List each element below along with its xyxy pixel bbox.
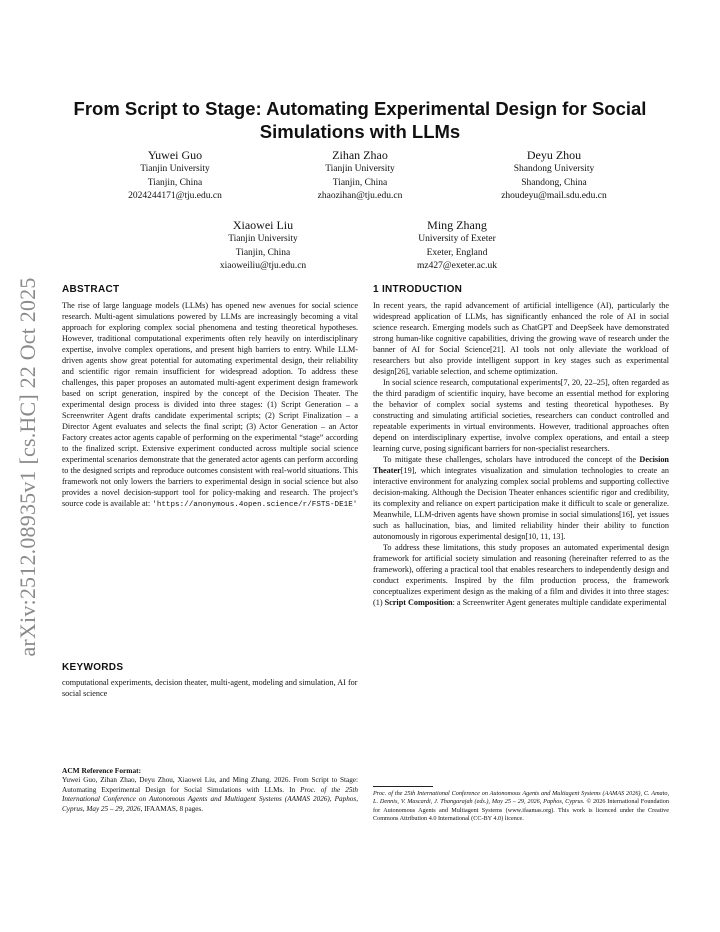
author-location: Shandong, China	[521, 177, 587, 188]
author-location: Tianjin, China	[147, 177, 203, 188]
author-location: Exeter, England	[426, 247, 488, 258]
acm-reference-heading: ACM Reference Format:	[62, 766, 142, 775]
author-location: Tianjin, China	[235, 247, 291, 258]
abstract-text: The rise of large language models (LLMs) has opened new avenues for social science research. Multi-agent simulations powered by LLMs are increasingly becoming a vital approach for exploring complex social phenomena and testing theoretical hypotheses. However, traditional computational experiments often rely heavily on interdisciplinary expertise, involve complex operations, and present high barriers to entry. While LLM-driven agents show great potential for automating experimental design, their reliability and scientific rigor remain insufficient for widespread adoption. To address these challenges, this paper proposes an automated multi-agent experiment design framework based on script generation, inspired by the concept of the Decision Theater. The experimental design process is divided into three stages: (1) Script Generation – a Screenwriter Agent drafts candidate experimental scripts; (2) Script Finalization – a Director Agent evaluates and selects the final script; (3) Actor Generation – an Actor Factory creates actor agents capable of performing on the experimental “stage” according to the finalized script. Extensive experiment conducted across multiple social science experimental scenarios demonstrate that the generated actor agents can perform according to the designed scripts and reproduce outcomes consistent with real-world situations. This framework not only lowers the barriers to experimental design in social science but also provides a novel decision-support tool for policy-making and research. The project’s source code is available at: 'https://anonymous.4open.science/r/FSTS-DE1E'	[62, 301, 358, 509]
author-email[interactable]: mz427@exeter.ac.uk	[417, 261, 497, 272]
author-affiliation: University of Exeter	[418, 234, 496, 244]
author-affiliation: Tianjin University	[140, 164, 210, 174]
author-affiliation: Tianjin University	[228, 234, 298, 244]
keywords-text: computational experiments, decision theater, multi-agent, modeling and simulation, AI for social science	[62, 678, 358, 698]
intro-paragraph: To mitigate these challenges, scholars have introduced the concept of the Decision Theater[19], which integrates visualization and simulation technologies to create an interactive environment for analyzing complex social problems and supporting collective decision-making. Although the Decision Theater enhances scientific rigor and credibility, its complexity and reliance on expert participation make it difficult to scale or generalize. Meanwhile, LLM-driven agents have shown promise in social simulations[16], yet issues such as hallucination, bias, and limited reliability hinder their ability to function autonomously in rigorous experimental design[10, 11, 13].	[373, 455, 669, 541]
author-affiliation: Shandong University	[513, 164, 595, 174]
arxiv-id: arXiv:2512.08935v1 [cs.HC] 22 Oct 2025	[15, 277, 40, 657]
author-name: Zihan Zhao	[332, 148, 388, 162]
acm-reference-text: Yuwei Guo, Zihan Zhao, Deyu Zhou, Xiaowei Liu, and Ming Zhang. 2026. From Script to Stage: Automating Experimental Design for Social Simulations with LLMs. In Proc. of the 25th International Conference on Autonomous Agents and Multiagent Systems (AAMAS 2026), Paphos, Cyprus, May 25 – 29, 2026, IFAAMAS, 8 pages.	[62, 776, 358, 813]
intro-paragraph: To address these limitations, this study proposes an automated experimental design framework for artificial society simulation and reasoning (hereinafter referred to as the framework), offering a practical tool that enables researchers to independently design and conduct experiments. Inspired by the film production process, the framework conceptualizes experiment design as the making of a film and divides it into three stages: (1) Script Composition: a Screenwriter Agent generates multiple candidate experimental	[373, 543, 669, 607]
author-affiliation: Tianjin University	[325, 164, 395, 174]
author-email[interactable]: xiaoweiliu@tju.edu.cn	[219, 261, 307, 272]
footnote	[373, 790, 669, 824]
keywords-section	[62, 662, 358, 699]
source-code-link[interactable]: 'https://anonymous.4open.science/r/FSTS-DE1E'	[152, 501, 358, 509]
author-email[interactable]: 2024244171@tju.edu.cn	[128, 191, 222, 202]
author-name: Xiaowei Liu	[232, 218, 294, 232]
author-location: Tianjin, China	[332, 177, 388, 188]
author-email[interactable]: zhoudeyu@mail.sdu.edu.cn	[501, 191, 607, 202]
author-block	[163, 217, 363, 274]
author-block	[357, 217, 557, 274]
footnote-rule	[373, 786, 433, 787]
paper-title: From Script to Stage: Automating Experimental Design for Social Simulations with LLMs	[73, 98, 647, 142]
intro-paragraph: In recent years, the rapid advancement of artificial intelligence (AI), particularly the widespread application of LLMs, has significantly enhanced the role of AI in social science research. Emerging models such as ChatGPT and DeepSeek have demonstrated strong human-like cognitive capabilities, driving the growing wave of research under the banner of AI for Social Science[21]. AI tools not only alleviate the workload of researchers but also provide intelligent support in key stages such as experimental design[26], variable selection, and scheme optimization.	[373, 301, 669, 376]
author-email[interactable]: zhaozihan@tju.edu.cn	[317, 191, 403, 202]
author-name: Deyu Zhou	[526, 148, 582, 162]
introduction-heading: 1 INTRODUCTION	[373, 284, 463, 295]
footnote-text: Proc. of the 25th International Conference on Autonomous Agents and Multiagent Systems (AAMAS 2026), C. Amato, L. Dennis, V. Mascardi, J. Thangarajah (eds.), May 25 – 29, 2026, Paphos, Cyprus. © 2026 International Foundation for Autonomous Agents and Multiagent Systems (www.ifaamas.org). This work is licenced under the Creative Commons Attribution 4.0 International (CC-BY 4.0) licence.	[373, 790, 669, 823]
intro-paragraph: In social science research, computational experiments[7, 20, 22–25], often regarded as the third paradigm of scientific inquiry, have become an essential method for exploring the behavior of complex social systems and testing theoretical hypotheses. By constructing and simulating artificial societies, researchers can conduct controlled and repeatable experiments in virtual environments. However, traditional approaches often depend on interdisciplinary expertise, involve complex operations, and entail a steep learning curve, posing significant barriers for non-specialist researchers.	[373, 378, 669, 453]
abstract-heading: ABSTRACT	[62, 284, 120, 295]
author-block	[75, 147, 275, 204]
author-block	[260, 147, 460, 204]
right-column	[373, 284, 669, 608]
keywords-heading: KEYWORDS	[62, 662, 124, 673]
author-name: Yuwei Guo	[147, 148, 203, 162]
author-name: Ming Zhang	[427, 218, 487, 232]
left-column	[62, 284, 358, 511]
acm-reference	[62, 766, 358, 814]
author-block	[454, 147, 654, 204]
arxiv-stamp	[6, 262, 50, 672]
